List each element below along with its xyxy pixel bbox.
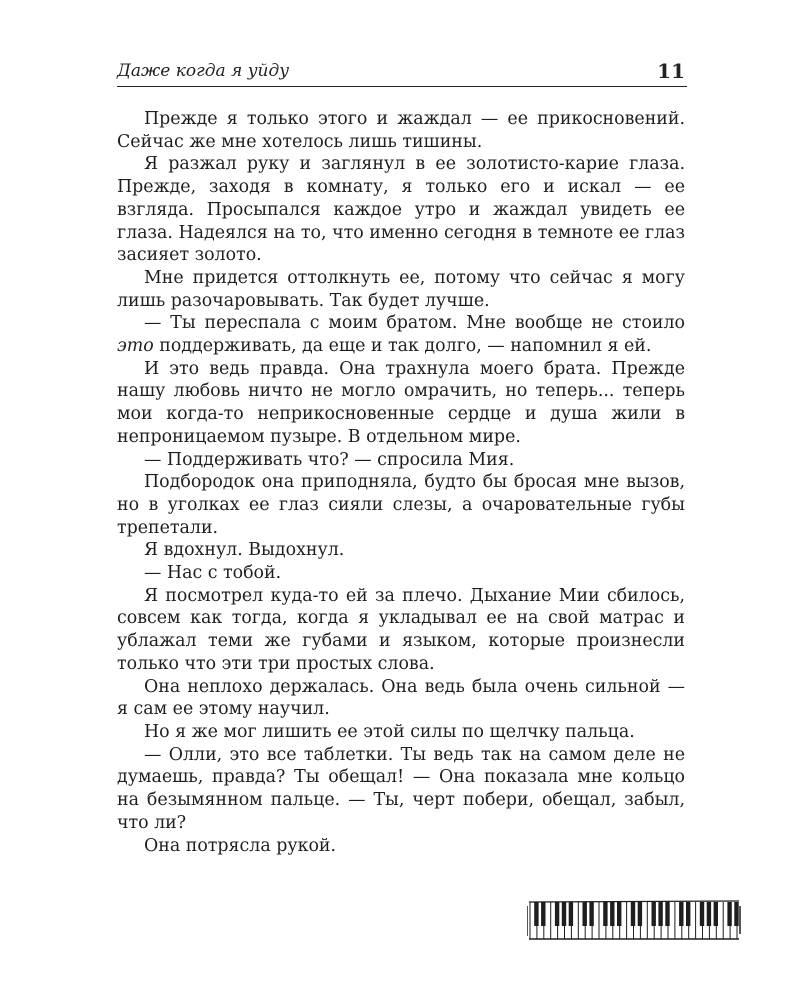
paragraph-12: Но я же мог лишить ее этой силы по щелчку пальца. — [144, 721, 635, 742]
paragraph-5: И это ведь правда. Она трахнула моего брата. Прежде нашу любовь ничто не могло омрачить, но теперь... теперь мои когда-то неприкосновенные сердце и душа жили в непроницаемом пузыре. В отдельном мире. — [117, 358, 685, 447]
paragraph-14: Она потрясла рукой. — [144, 835, 337, 856]
paragraph-3: Мне придется оттолкнуть ее, потому что сейчас я могу лишь разочаровывать. Так будет лучше. — [117, 267, 685, 311]
paragraph-6: — Поддерживать что? — спросила Мия. — [144, 449, 515, 470]
paragraph-10: Я посмотрел куда-то ей за плечо. Дыхание Мии сбилось, совсем как тогда, когда я укладывал ее на свой матрас и ублажал теми же губами и языком, которые произнесли только что эти три простых слова. — [117, 585, 685, 674]
paragraph-8: Я вдохнул. Выдохнул. — [144, 540, 345, 561]
paragraph-4-after: поддерживать, да еще и так долго, — напомнил я ей. — [153, 336, 652, 357]
paragraph-9: — Нас с тобой. — [144, 563, 282, 584]
paragraph-11: Она неплохо держалась. Она ведь была очень сильной — я сам ее этому научил. — [117, 676, 685, 720]
piano-keys-ornament — [527, 898, 741, 942]
body-text — [117, 108, 685, 857]
running-head — [117, 58, 687, 87]
emphasis-word: это — [117, 336, 154, 357]
paragraph-2: Я разжал руку и заглянул в ее золотисто-карие глаза. Прежде, заходя в комнату, я только его и искал — ее взгляда. Просыпался каждое утро и жаждал увидеть ее глаза. Надеялся на то, что именно сегодня в темноте ее глаз засияет золото. — [117, 154, 685, 266]
running-title: Даже когда я уйду — [117, 61, 290, 81]
paragraph-7: Подбородок она приподняла, будто бы бросая мне вызов, но в уголках ее глаз сияли слезы, а очаровательные губы трепетали. — [117, 472, 685, 538]
paragraph-4 — [117, 312, 685, 357]
page-number: 11 — [657, 59, 685, 83]
paragraph-13: — Олли, это все таблетки. Ты ведь так на самом деле не думаешь, правда? Ты обещал! — Она показала мне кольцо на безымянном пальце. — Ты, черт побери, обещал, забыл, что ли? — [117, 744, 685, 833]
paragraph-4-before: — Ты переспала с моим братом. Мне вообще не стоило — [144, 313, 685, 334]
paragraph-1: Прежде я только этого и жаждал — ее прикосновений. Сейчас же мне хотелось лишь тишины. — [117, 109, 685, 152]
